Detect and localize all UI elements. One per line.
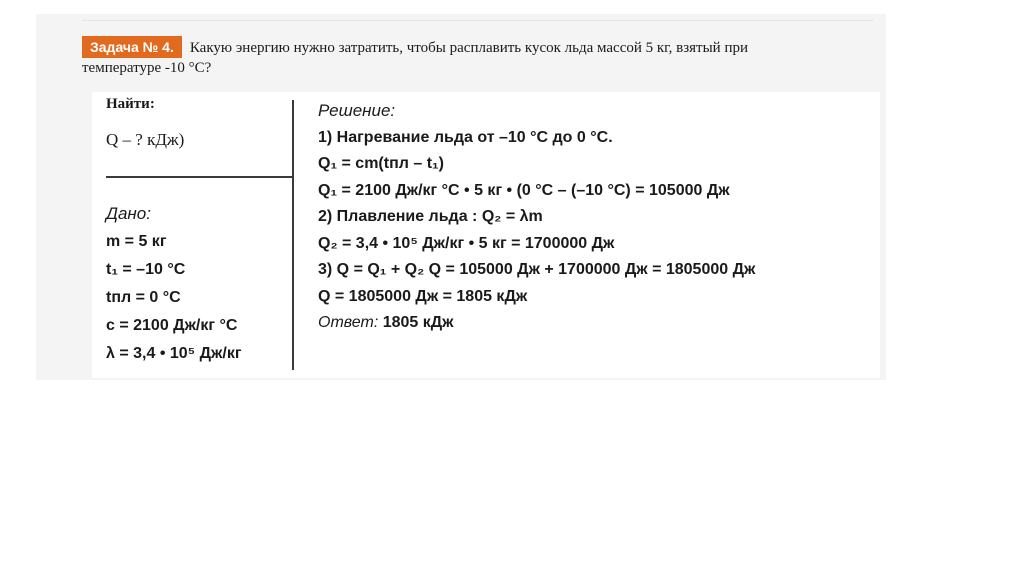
- solution-image: [92, 92, 880, 378]
- given-item: m = 5 кг: [106, 233, 167, 250]
- given-item: t₁ = –10 °С: [106, 261, 186, 278]
- task-badge: Задача № 4.: [82, 36, 182, 58]
- answer-value: 1805 кДж: [382, 314, 454, 331]
- given-item: c = 2100 Дж/кг °С: [106, 317, 238, 334]
- solution-line: Q₁ = 2100 Дж/кг °С • 5 кг • (0 °С – (–10 °С) = 105000 Дж: [318, 181, 730, 199]
- solution-line: 2) Плавление льда : Q₂ = λm: [318, 208, 543, 225]
- find-label: Найти:: [106, 96, 155, 112]
- solution-block: [318, 98, 755, 337]
- solution-line: Q₂ = 3,4 • 10⁵ Дж/кг • 5 кг = 1700000 Дж: [318, 234, 615, 252]
- solution-line: Q = 1805000 Дж = 1805 кДж: [318, 287, 528, 305]
- task-statement: [82, 36, 748, 59]
- solution-line: Q₁ = cm(tпл – t₁): [318, 155, 444, 172]
- given-item: λ = 3,4 • 10⁵ Дж/кг: [106, 345, 242, 362]
- top-divider: [82, 20, 874, 21]
- solution-line: 3) Q = Q₁ + Q₂ Q = 105000 Дж + 1700000 Дж = 1805000 Дж: [318, 261, 756, 278]
- vertical-divider: [292, 100, 294, 370]
- answer-label: Ответ:: [318, 314, 379, 331]
- task-text-line1: Какую энергию нужно затратить, чтобы расплавить кусок льда массой 5 кг, взятый при: [189, 40, 749, 56]
- solution-line: 1) Нагревание льда от –10 °С до 0 °С.: [318, 128, 613, 146]
- given-block: [106, 200, 241, 368]
- given-item: tпл = 0 °С: [106, 289, 181, 306]
- solution-heading: Решение:: [318, 101, 396, 120]
- answer-line: [318, 310, 755, 337]
- horizontal-divider: [106, 176, 292, 178]
- task-text-line2: температуре -10 °С?: [82, 60, 212, 76]
- given-heading: Дано:: [106, 204, 151, 223]
- find-value: Q – ? кДж): [106, 130, 185, 149]
